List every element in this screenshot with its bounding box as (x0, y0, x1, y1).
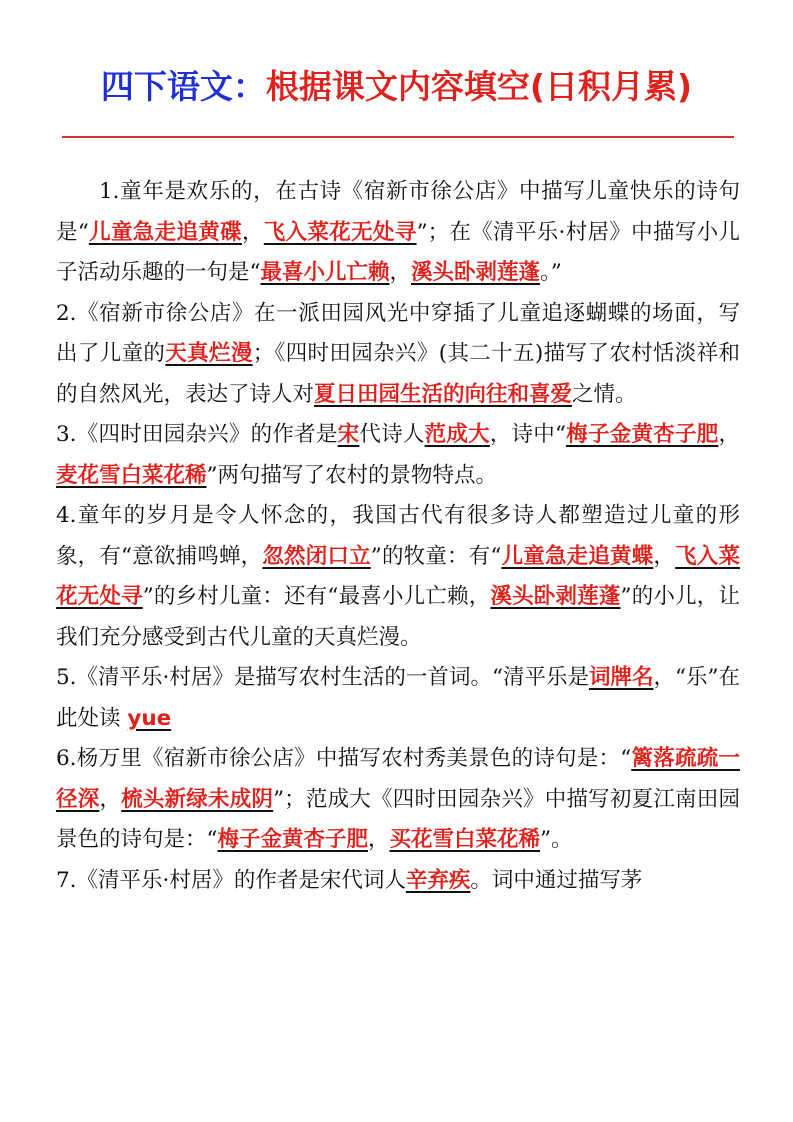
question-item-4 (56, 496, 740, 658)
question-item-5 (56, 658, 740, 739)
question-text: ，诗中“ (489, 422, 567, 447)
answer-blank: 梳头新绿未成阴 (121, 786, 274, 812)
question-item-2 (56, 294, 740, 416)
answer-blank: 儿童急走追黄碟 (88, 219, 242, 245)
answer-blank: 买花雪白菜花稀 (389, 827, 541, 852)
answer-blank: 篱落疏疏一径深 (56, 746, 740, 812)
question-text: ， (718, 422, 740, 447)
question-text: ”的乡村儿童：还有“最喜小儿亡赖， (142, 584, 491, 609)
title-divider (62, 136, 734, 138)
answer-blank: 最喜小儿亡赖 (260, 260, 390, 285)
question-item-1 (56, 172, 740, 294)
answer-blank: 梅子金黄杏子肥 (566, 422, 719, 447)
question-text: 6.杨万里《宿新市徐公店》中描写农村秀美景色的诗句是：“ (56, 746, 632, 771)
question-text: 。” (540, 260, 562, 285)
question-text: ，“乐”在此处读 (56, 665, 740, 731)
answer-blank: 溪头卧剥莲蓬 (490, 584, 621, 609)
question-text: 5.《清平乐·村居》是描写农村生活的一首词。“清平乐是 (56, 665, 589, 690)
question-text: ”。 (540, 827, 573, 852)
answer-blank: 词牌名 (588, 665, 654, 690)
question-text: ， (368, 827, 390, 852)
question-text: 2.《宿新市徐公店》在一派田园风光中穿插了儿童追逐蝴蝶的场面，写出了儿童的 (56, 300, 740, 366)
question-text: ， (653, 543, 676, 569)
answer-blank: 麦花雪白菜花稀 (56, 462, 207, 488)
answer-blank: 夏日田园生活的向往和喜爱 (314, 381, 573, 407)
question-text: 1.童年是欢乐的，在古诗《宿新市徐公店》中描写儿童快乐的诗句是“ (56, 179, 740, 245)
answer-blank: 梅子金黄杏子肥 (217, 827, 369, 852)
answer-blank: 溪头卧剥莲蓬 (411, 260, 541, 285)
question-text: ”；在《清平乐·村居》中描写小儿子活动乐趣的一句是“ (56, 219, 740, 285)
question-text: ， (389, 260, 412, 285)
answer-blank: 忽然闭口立 (262, 543, 371, 569)
question-item-6 (56, 739, 740, 861)
answer-blank: 飞入菜花无处寻 (263, 219, 417, 245)
question-text: ， (241, 219, 264, 245)
answer-blank: 辛弃疾 (405, 867, 471, 893)
page-title (0, 64, 793, 110)
answer-blank: 儿童急走追黄蝶 (501, 543, 654, 569)
question-item-7 (56, 861, 740, 902)
title-topic: 根据课文内容填空(日积月累) (265, 67, 693, 106)
answer-blank: 宋 (337, 422, 360, 447)
question-text: 7.《清平乐·村居》的作者是宋代词人 (56, 867, 406, 893)
question-text: ”的小儿，让我们充分感受到古代儿童的天真烂漫。 (56, 584, 740, 650)
question-text: ”两句描写了农村的景物特点。 (206, 462, 498, 488)
question-text: ”的牧童：有“ (370, 543, 502, 569)
question-text: ， (99, 786, 122, 812)
question-text: 。词中通过描写茅 (470, 867, 643, 893)
question-text: ”；范成大《四时田园杂兴》中描写初夏江南田园景色的诗句是：“ (56, 786, 740, 852)
answer-blank: 飞入菜花无处寻 (56, 543, 740, 609)
answer-blank: 范成大 (424, 422, 490, 447)
title-grade-subject: 四下语文： (100, 67, 266, 106)
question-text: 代诗人 (359, 422, 425, 447)
answer-blank: yue (127, 705, 172, 731)
answer-blank: 天真烂漫 (165, 341, 253, 366)
question-text: 3.《四时田园杂兴》的作者是 (56, 422, 338, 447)
question-text: ；《四时田园杂兴》(其二十五)描写了农村恬淡祥和的自然风光，表达了诗人对 (56, 341, 740, 407)
document-body (56, 172, 740, 901)
question-text: 4.童年的岁月是令人怀念的，我国古代有很多诗人都塑造过儿童的形象，有“意欲捕鸣蝉， (56, 503, 740, 569)
question-text: 之情。 (572, 381, 637, 407)
question-item-3 (56, 415, 740, 496)
